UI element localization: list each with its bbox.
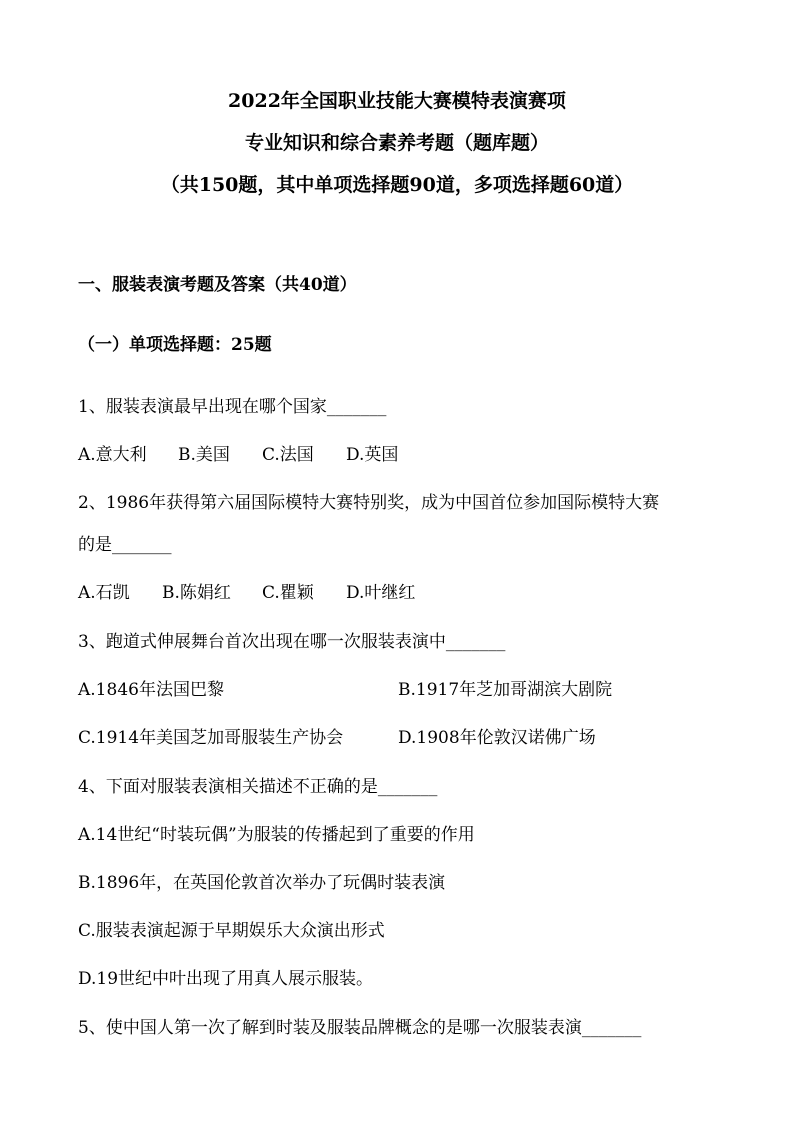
question-3-text: 3、跑道式伸展舞台首次出现在哪一次服装表演中_______ xyxy=(78,632,506,652)
question-4-option-a: A.14世纪“时装玩偶”为服装的传播起到了重要的作用 xyxy=(78,825,475,845)
question-3-option-b: B.1917年芝加哥湖滨大剧院 xyxy=(398,680,613,700)
question-2-option-c: C.瞿颖 xyxy=(262,583,314,603)
section-title: 一、服装表演考题及答案（共40道） xyxy=(78,275,357,295)
question-3-option-a: A.1846年法国巴黎 xyxy=(78,680,224,700)
question-3-option-d: D.1908年伦敦汉诺佛广场 xyxy=(398,728,596,748)
question-5-text: 5、使中国人第一次了解到时装及服装品牌概念的是哪一次服装表演_______ xyxy=(78,1018,642,1038)
question-3-option-c: C.1914年美国芝加哥服装生产协会 xyxy=(78,728,344,748)
question-1-option-d: D.英国 xyxy=(346,445,399,465)
section-subtitle: （一）单项选择题：25题 xyxy=(78,335,272,355)
question-4-text: 4、下面对服装表演相关描述不正确的是_______ xyxy=(78,777,438,797)
question-1-option-b: B.美国 xyxy=(178,445,230,465)
document-summary: （共150题，其中单项选择题90道，多项选择题60道） xyxy=(160,174,634,196)
document-subtitle: 专业知识和综合素养考题（题库题） xyxy=(244,132,549,154)
question-1-option-c: C.法国 xyxy=(262,445,314,465)
question-4-option-d: D.19世纪中叶出现了用真人展示服装。 xyxy=(78,969,374,989)
question-1-text: 1、服装表演最早出现在哪个国家_______ xyxy=(78,397,387,417)
question-2-option-b: B.陈娟红 xyxy=(162,583,231,603)
question-2-text-line1: 2、1986年获得第六届国际模特大赛特别奖，成为中国首位参加国际模特大赛 xyxy=(78,493,660,513)
document-title: 2022年全国职业技能大赛模特表演赛项 xyxy=(228,90,566,112)
question-2-text-line2: 的是_______ xyxy=(78,535,172,555)
question-2-option-d: D.叶继红 xyxy=(346,583,416,603)
question-2-option-a: A.石凯 xyxy=(78,583,130,603)
question-4-option-c: C.服装表演起源于早期娱乐大众演出形式 xyxy=(78,921,385,941)
question-4-option-b: B.1896年，在英国伦敦首次举办了玩偶时装表演 xyxy=(78,873,446,893)
question-1-option-a: A.意大利 xyxy=(78,445,147,465)
